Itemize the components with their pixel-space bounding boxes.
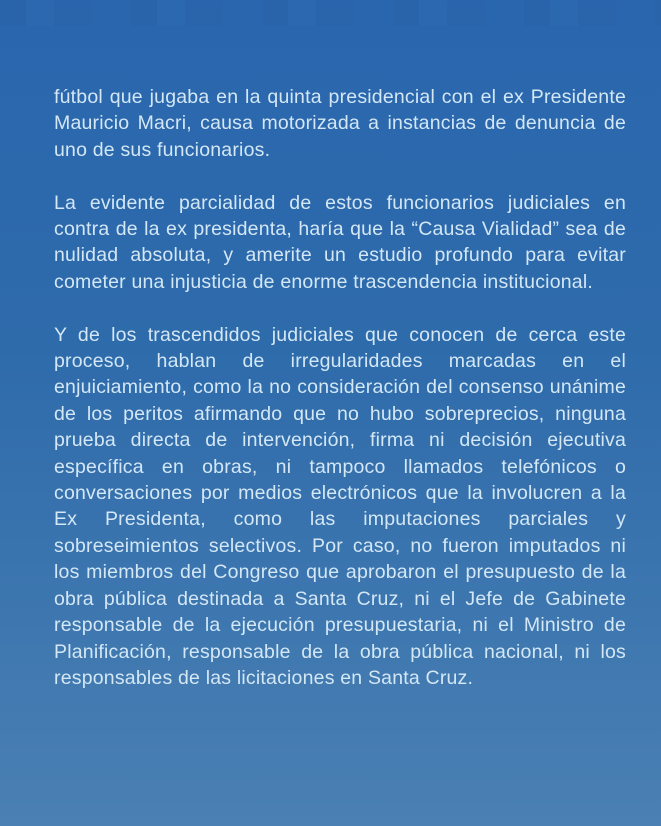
paragraph-1: fútbol que jugaba en la quinta presidencial con el ex Presidente Mauricio Macri, causa motorizada a instancias de denuncia de uno de sus funcionarios. bbox=[54, 86, 626, 161]
paragraph-3: Y de los trascendidos judiciales que conocen de cerca este proceso, hablan de irregularidades marcadas en el enjuiciamiento, como la no consideración del consenso unánime de los peritos afirmando que no hubo sobreprecios, ninguna prueba directa de intervención, firma ni decisión ejecutiva específica en obras, ni tampoco llamados telefónicos o conversaciones por medios electrónicos que la involucren a la Ex Presidenta, como las imputaciones parciales y sobreseimientos selectivos. Por caso, no fueron imputados ni los miembros del Congreso que aprobaron el presupuesto de la obra pública destinada a Santa Cruz, ni el Jefe de Gabinete responsable de la ejecución presupuestaria, ni el Ministro de Planificación, responsable de la obra pública nacional, ni los responsables de las licitaciones en Santa Cruz. bbox=[54, 323, 626, 689]
top-edge-artifact bbox=[0, 0, 661, 26]
paragraph-2: La evidente parcialidad de estos funcionarios judiciales en contra de la ex presidenta, haría que la “Causa Vialidad” sea de nulidad absoluta, y amerite un estudio profundo para evitar cometer una injusticia de enorme trascendencia institucional. bbox=[54, 191, 626, 293]
